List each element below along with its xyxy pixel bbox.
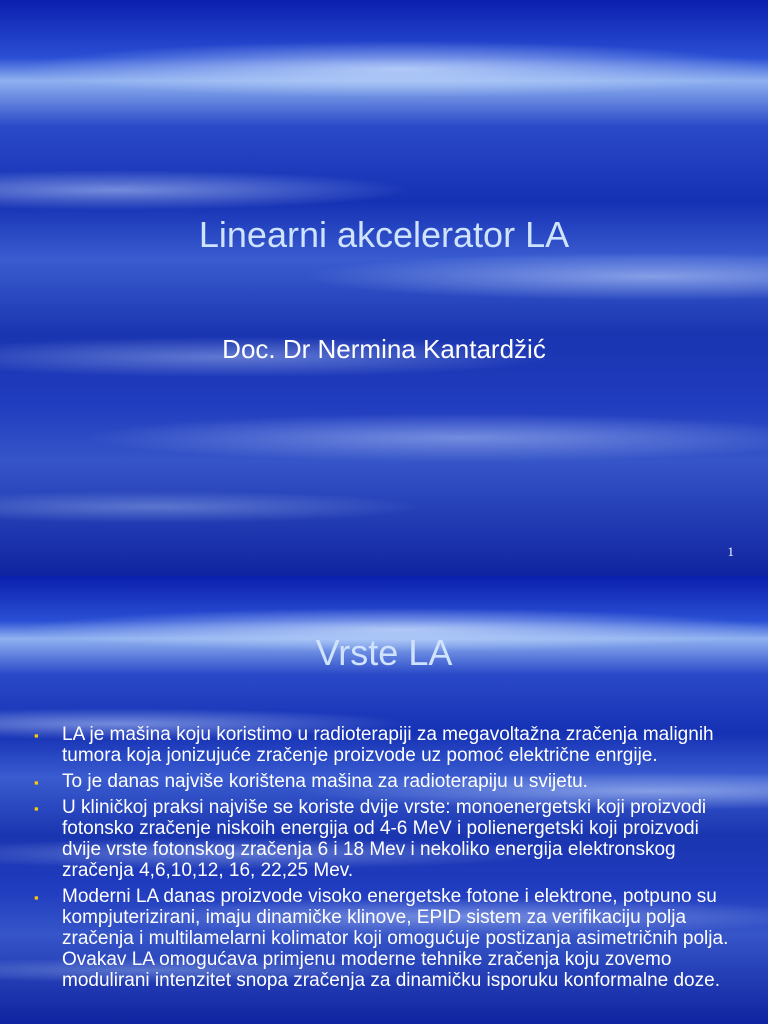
bullet-text: LA je mašina koju koristimo u radioterapiji za megavoltažna zračenja malignih tumora koja jonizujuće zračenje proizvode uz pomoć električne enrgije.: [62, 724, 714, 766]
bullet-item: [32, 724, 734, 766]
slide-title: Vrste LA: [315, 632, 453, 673]
slide-2: [0, 576, 768, 1024]
bullet-list: [32, 724, 734, 996]
slide-subtitle-author: Doc. Dr Nermina Kantardžić: [222, 334, 546, 364]
bullet-item: [32, 797, 734, 881]
bullet-marker-icon: ▪: [34, 890, 39, 905]
bullet-text: U kliničkoj praksi najviše se koriste dvije vrste: monoenergetski koji proizvodi fotonsko zračenje niskoih energija od 4-6 MeV i polienergetski koji proizvodi dvije vrste fotonskog zračenja 6 i 18 Mev i nekoliko energija elektronskog zračenja 4,6,10,12, 16, 22,25 Mev.: [62, 797, 707, 881]
bullet-text: Moderni LA danas proizvode visoko energetske fotone i elektrone, potpuno su kompjuterizirani, imaju dinamičke klinove, EPID sistem za verifikaciju polja zračenja i multilamelarni kolimator koji omogućuje postizanja asimetričnih polja. Ovakav LA omogućava primjenu moderne tehnike zračenja koju zovemo modulirani intenzitet snopa zračenja za dinamičku isporuku konformalne doze.: [62, 886, 729, 991]
bullet-item: [32, 886, 734, 991]
bullet-marker-icon: ▪: [34, 775, 39, 790]
bullet-marker-icon: ▪: [34, 801, 39, 816]
bullet-text: To je danas najviše korištena mašina za radioterapiju u svijetu.: [62, 771, 588, 792]
bullet-item: [32, 771, 734, 792]
page-number: 1: [727, 544, 734, 559]
bullet-marker-icon: ▪: [34, 728, 39, 743]
slide-title: Linearni akcelerator LA: [198, 214, 570, 255]
